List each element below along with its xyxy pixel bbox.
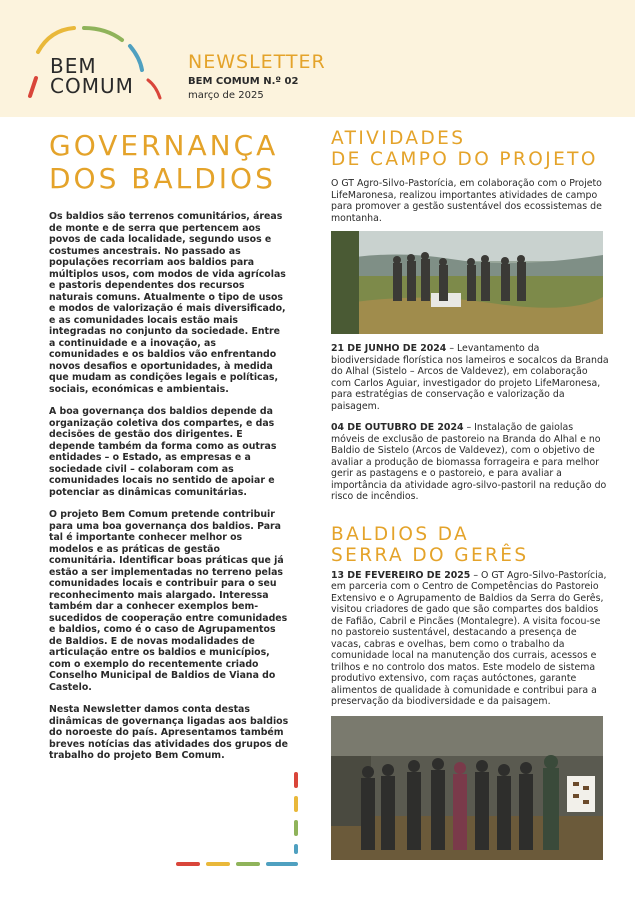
governance-body bbox=[49, 211, 289, 762]
governance-heading bbox=[49, 129, 289, 195]
heading-line-2: SERRA DO GERÊS bbox=[331, 544, 529, 566]
activity-item-june bbox=[331, 343, 609, 412]
activity-text: – O GT Agro-Silvo-Pastorícia, em parceria com o Centro de Competências do Pastoreio Extensivo e o Agrupamento de Baldios da Serra do Gerês, visitou criadores de gado que são compartes dos baldios de Fafião, Cabril e Pincães (Montalegre). A visita focou-se no pastoreio sustentável, destacando a presença de vacas, cabras e ovelhas, bem como o trabalho da comunidade local na manutenção dos currais, acessos e trilhos e no controlo dos matos. Este modelo de sistema produtivo extensivo, com raças autóctones, garante alimentos de qualidade à comunidade e contribui para a preservação da biodiversidade e da paisagem. bbox=[331, 569, 607, 707]
field-activities-heading bbox=[331, 128, 609, 170]
activity-date: 13 DE FEVEREIRO DE 2025 bbox=[331, 569, 471, 581]
geres-group-photo bbox=[331, 716, 603, 860]
activity-text: – Instalação de gaiolas móveis de exclusão de pastoreio na Branda do Alhal e no Baldio de Sistelo (Arcos de Valdevez), com o objetivo de avaliar a produção de biomassa forrageira e para melhor gerir as pastagens e o pastoreio, e para avaliar a importância da atividade agro-silvo-pastoril na redução do risco de incêndios. bbox=[331, 422, 607, 502]
heading-line-1: ATIVIDADES bbox=[331, 128, 466, 149]
decorative-dashes-icon bbox=[170, 770, 305, 870]
paragraph: O projeto Bem Comum pretende contribuir para uma boa governança dos baldios. Para tal é importante conhecer melhor os modelos e as práticas de gestão comunitária. Identificar boas práticas que já estão a ser implementadas no terreno pelas comunidades locais e contribuir para o seu reconhecimento mais alargado. Interessa também dar a conhecer exemplos bem-sucedidos de cooperação entre comunidades e baldios, como é o caso de Agrupamentos de Baldios. E de novas modalidades de articulação entre os baldios e municípios, com o exemplo do recentemente criado Conselho Municipal de Baldios de Viana do Castelo. bbox=[49, 509, 288, 693]
paragraph: Nesta Newsletter damos conta destas dinâmicas de governança ligadas aos baldios do noroeste do país. Apresentamos também breves notícias das atividades dos grupos de trabalho do projeto Bem Comum. bbox=[49, 704, 289, 761]
field-team-photo bbox=[331, 231, 603, 334]
bem-comum-logo bbox=[22, 22, 172, 104]
paragraph: A boa governança dos baldios depende da organização coletiva dos compartes, e das decisões de gestão dos dirigentes. E depende também da forma como as outras entidades – o Estado, as empresas e a sociedade civil – colaboram com as comunidades locais no sentido de apoiar e potenciar as dinâmicas comunitárias. bbox=[49, 406, 277, 498]
logo-line-1: BEM bbox=[50, 54, 97, 78]
heading-line-1: GOVERNANÇA bbox=[49, 129, 279, 162]
right-column bbox=[331, 128, 609, 860]
activity-text: – Levantamento da biodiversidade florística nos lameiros e socalcos da Branda do Alhal (Sistelo – Arcos de Valdevez), em colaboração com Carlos Aguiar, investigador do projeto LifeMaronesa, para estratégias de conservação e valorização da paisagem. bbox=[331, 343, 609, 412]
logo-line-2: COMUM bbox=[50, 74, 134, 98]
issue-number: BEM COMUM N.º 02 bbox=[188, 76, 299, 87]
activity-item-october bbox=[331, 422, 609, 503]
geres-heading bbox=[331, 524, 609, 566]
paragraph: Os baldios são terrenos comunitários, áreas de monte e de serra que pertencem aos povos de cada localidade, segundo usos e costumes ancestrais. No passado as populações recorriam aos baldios para múltiplos usos, com modos de vida agrícolas e pastoris dependentes dos recursos naturais comuns. Atualmente o tipo de usos e modos de valorização é mais diversificado, e as comunidades locais estão mais integradas no conjunto da sociedade. Entre a continuidade e a inovação, as comunidades e os baldios vão enfrentando novos desafios e oportunidades, à medida que mudam as condições legais e políticas, sociais, económicas e ambientais. bbox=[49, 211, 286, 395]
heading-line-2: DOS BALDIOS bbox=[49, 162, 276, 195]
geres-item bbox=[331, 570, 609, 708]
newsletter-header bbox=[0, 0, 635, 117]
issue-date: março de 2025 bbox=[188, 90, 264, 101]
heading-line-1: BALDIOS DA bbox=[331, 523, 470, 545]
activity-date: 21 DE JUNHO DE 2024 bbox=[331, 343, 447, 354]
newsletter-title: NEWSLETTER bbox=[188, 51, 326, 73]
left-column bbox=[49, 127, 289, 773]
field-activities-intro: O GT Agro-Silvo-Pastorícia, em colaboração com o Projeto LifeMaronesa, realizou importantes atividades de campo para promover a gestão sustentável dos ecossistemas de montanha. bbox=[331, 178, 602, 224]
logo-wordmark bbox=[50, 56, 134, 96]
activity-date: 04 DE OUTUBRO DE 2024 bbox=[331, 422, 464, 433]
heading-line-2: DE CAMPO DO PROJETO bbox=[331, 149, 598, 170]
